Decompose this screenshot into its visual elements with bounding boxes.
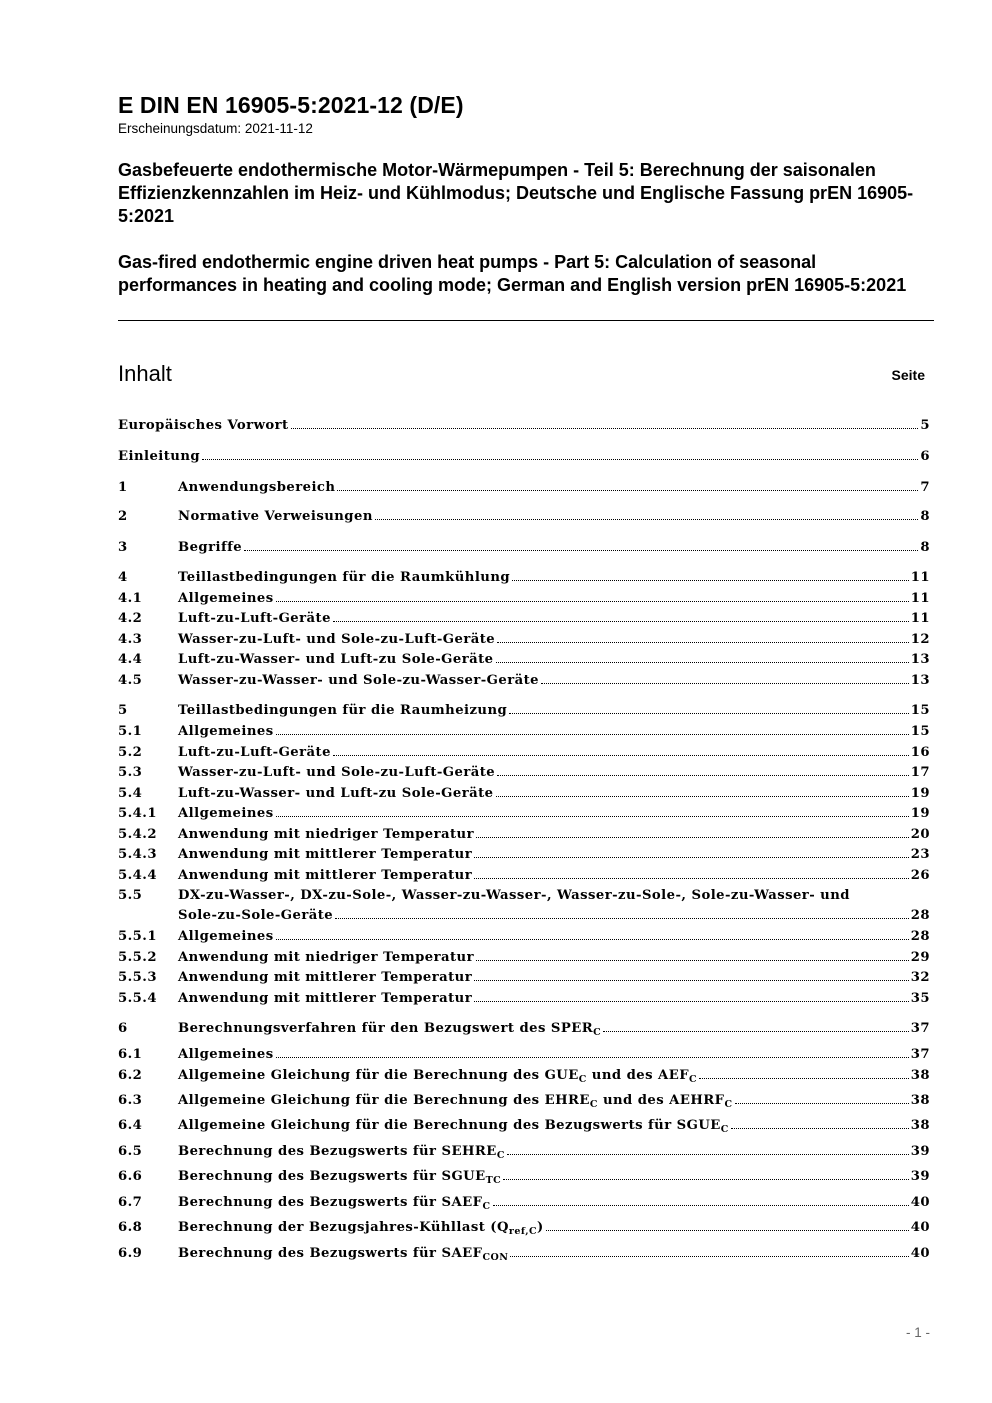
toc-entry-number: 6.9	[118, 1246, 143, 1261]
toc-entry-number: 5	[118, 703, 128, 718]
toc-entry-title-text: Anwendung mit niedriger Temperatur	[178, 827, 474, 842]
page-number: - 1 -	[905, 1325, 930, 1340]
toc-entry-title	[178, 929, 274, 944]
toc-leader-dots	[291, 427, 919, 429]
toc-entry-title	[178, 480, 335, 495]
toc-entry-title-text: Europäisches Vorwort	[118, 418, 289, 433]
toc-entry-title-text: Anwendung mit mittlerer Temperatur	[178, 970, 473, 985]
toc-entry-page: 17	[910, 765, 930, 780]
toc-entry-title	[178, 673, 539, 688]
toc-entry-number: 4	[118, 570, 128, 585]
toc-entry-title-text: Wasser-zu-Wasser- und Sole-zu-Wasser-Geräte	[178, 673, 540, 688]
toc-entry-page: 40	[910, 1195, 930, 1210]
toc-entry-number: 5.4.4	[118, 868, 157, 883]
toc-entry-title	[118, 418, 289, 433]
toc-entry-title	[178, 1021, 601, 1036]
toc-entry[interactable]	[118, 1068, 930, 1088]
toc-entry-title-text: Allgemeines	[178, 724, 274, 739]
toc-entry-title	[178, 806, 274, 821]
toc-leader-dots	[335, 917, 909, 919]
toc-entry-number: 6.5	[118, 1144, 143, 1159]
toc-entry-page: 20	[910, 827, 930, 842]
toc-leader-dots	[496, 795, 909, 797]
toc-entry[interactable]	[118, 786, 930, 806]
toc-entry-number: 4.2	[118, 611, 143, 626]
toc-leader-dots	[541, 682, 909, 684]
toc-entry-title-text: Anwendung mit mittlerer Temperatur	[178, 847, 473, 862]
toc-entry[interactable]	[118, 1021, 930, 1041]
toc-entry-title-text: Berechnung des Bezugswerts für SGUE	[178, 1169, 486, 1184]
toc-entry[interactable]	[118, 540, 930, 560]
toc-entry-number: 1	[118, 480, 128, 495]
toc-entry-number: 5.3	[118, 765, 143, 780]
toc-entry-page: 13	[910, 652, 930, 667]
toc-entry-number: 6	[118, 1021, 128, 1036]
toc-entry[interactable]	[118, 1220, 930, 1240]
toc-entry-title-text: Berechnung des Bezugswerts für SAEF	[178, 1195, 483, 1210]
toc-entry[interactable]	[118, 509, 930, 529]
toc-entry[interactable]	[118, 888, 930, 923]
toc-entry[interactable]	[118, 1195, 930, 1215]
toc-leader-dots	[276, 1056, 909, 1058]
toc-entry[interactable]	[118, 970, 930, 990]
toc-entry-number: 5.4.1	[118, 806, 157, 821]
toc-entry-page: 15	[910, 703, 930, 718]
toc-entry-number: 4.5	[118, 673, 143, 688]
toc-entry-title	[178, 1118, 729, 1133]
toc-leader-dots	[546, 1229, 909, 1231]
toc-entry-page: 40	[910, 1220, 930, 1235]
toc-entry-page: 12	[910, 632, 930, 647]
toc-entry-title-text: Allgemeine Gleichung für die Berechnung des GUE	[178, 1068, 579, 1083]
toc-leader-dots	[276, 733, 909, 735]
toc-leader-dots	[375, 518, 919, 520]
toc-entry-number: 6.2	[118, 1068, 143, 1083]
toc-entry-title-suffix: und des AEHRF	[597, 1093, 725, 1108]
toc-entry[interactable]	[118, 765, 930, 785]
toc-entry[interactable]	[118, 570, 930, 590]
toc-entry-page: 39	[910, 1169, 930, 1184]
toc-leader-dots	[496, 661, 909, 663]
toc-entry[interactable]	[118, 480, 930, 500]
toc-entry[interactable]	[118, 1144, 930, 1164]
toc-entry-title	[178, 868, 472, 883]
toc-entry-title-suffix: )	[536, 1220, 544, 1235]
toc-entry-title-first-line: DX-zu-Wasser-, DX-zu-Sole-, Wasser-zu-Wasser-, Wasser-zu-Sole-, Sole-zu-Wasser- und	[178, 888, 850, 903]
toc-entry-subscript: TC	[485, 1175, 502, 1186]
toc-entry-subscript: C	[593, 1027, 602, 1038]
toc-entry-number: 6.6	[118, 1169, 143, 1184]
toc-entry-title	[178, 950, 474, 965]
toc-entry-subscript: ref,C	[508, 1226, 537, 1237]
toc-entry-title-text: Allgemeines	[178, 1047, 274, 1062]
toc-entry-title	[178, 509, 373, 524]
toc-entry-page: 38	[910, 1068, 930, 1083]
toc-entry-number: 6.7	[118, 1195, 143, 1210]
toc-entry[interactable]	[118, 418, 930, 438]
toc-entry-number: 5.5.2	[118, 950, 157, 965]
toc-entry[interactable]	[118, 1169, 930, 1189]
toc-entry[interactable]	[118, 929, 930, 949]
toc-entry-title-suffix: und des AEF	[586, 1068, 690, 1083]
toc-entry[interactable]	[118, 632, 930, 652]
toc-entry[interactable]	[118, 1246, 930, 1266]
toc-leader-dots	[493, 1204, 909, 1206]
toc-entry-subscript: C	[589, 1099, 598, 1110]
toc-entry-title-text: Wasser-zu-Luft- und Sole-zu-Luft-Geräte	[178, 765, 496, 780]
toc-entry-title-text: Allgemeine Gleichung für die Berechnung des Bezugswerts für SGUE	[178, 1118, 721, 1133]
toc-entry-title-text: Allgemeine Gleichung für die Berechnung des EHRE	[178, 1093, 590, 1108]
toc-entry-title-text: Anwendung mit niedriger Temperatur	[178, 950, 474, 965]
toc-entry-page: 29	[910, 950, 930, 965]
toc-entry-number: 6.3	[118, 1093, 143, 1108]
toc-entry-page: 11	[910, 591, 930, 606]
toc-entry-title-text: Anwendung mit mittlerer Temperatur	[178, 991, 473, 1006]
toc-entry-subscript: C	[482, 1201, 491, 1212]
toc-entry-page: 16	[910, 745, 930, 760]
toc-leader-dots	[276, 815, 909, 817]
toc-entry-number: 6.1	[118, 1047, 143, 1062]
toc-leader-dots	[474, 1000, 909, 1002]
toc-entry-page: 28	[910, 929, 930, 944]
toc-entry[interactable]	[118, 1093, 930, 1113]
toc-entry-subscript: C	[578, 1074, 587, 1085]
toc-entry-number: 5.2	[118, 745, 143, 760]
toc-entry-title-text: Teillastbedingungen für die Raumkühlung	[178, 570, 511, 585]
toc-entry-title-text: Allgemeines	[178, 806, 274, 821]
toc-entry-title-text: Allgemeines	[178, 929, 274, 944]
toc-entry-title-text: Begriffe	[178, 540, 243, 555]
toc-leader-dots	[731, 1127, 909, 1129]
toc-entry-title	[178, 991, 472, 1006]
toc-entry-title-text: Allgemeines	[178, 591, 274, 606]
toc-entry-number: 3	[118, 540, 128, 555]
toc-entry[interactable]	[118, 827, 930, 847]
toc-entry-title	[178, 611, 331, 626]
toc-entry-title-text: Wasser-zu-Luft- und Sole-zu-Luft-Geräte	[178, 632, 496, 647]
toc-entry-number: 4.4	[118, 652, 143, 667]
toc-entry-title-text: Luft-zu-Wasser- und Luft-zu Sole-Geräte	[178, 652, 494, 667]
toc-entry-number: 5.4.3	[118, 847, 157, 862]
toc-entry-title	[178, 908, 333, 923]
toc-entry-title	[178, 1068, 697, 1083]
toc-entry[interactable]	[118, 703, 930, 723]
toc-page-column-label: Seite	[891, 367, 925, 383]
toc-leader-dots	[512, 579, 909, 581]
toc-entry[interactable]	[118, 868, 930, 888]
toc-leader-dots	[503, 1178, 909, 1180]
toc-entry[interactable]	[118, 724, 930, 744]
toc-entry-title	[178, 591, 274, 606]
toc-entry-page: 5	[920, 418, 930, 433]
toc-leader-dots	[735, 1102, 909, 1104]
toc-entry-title-text: Berechnung des Bezugswerts für SAEF	[178, 1246, 483, 1261]
toc-leader-dots	[474, 856, 909, 858]
toc-entry-number: 5.4	[118, 786, 143, 801]
toc-entry-title-text: Luft-zu-Wasser- und Luft-zu Sole-Geräte	[178, 786, 494, 801]
toc-entry-title-text: Luft-zu-Luft-Geräte	[178, 611, 331, 626]
toc-leader-dots	[474, 979, 909, 981]
toc-entry[interactable]	[118, 847, 930, 867]
toc-entry-title-text: Teillastbedingungen für die Raumheizung	[178, 703, 508, 718]
toc-entry-number: 4.3	[118, 632, 143, 647]
toc-entry-title	[178, 540, 242, 555]
toc-entry-page: 32	[910, 970, 930, 985]
header-divider	[118, 320, 934, 321]
toc-leader-dots	[476, 836, 909, 838]
toc-entry-number: 6.4	[118, 1118, 143, 1133]
toc-entry-number: 4.1	[118, 591, 143, 606]
toc-entry-title	[178, 827, 474, 842]
toc-entry-page: 7	[920, 480, 930, 495]
toc-entry-title-text: Anwendungsbereich	[178, 480, 336, 495]
toc-entry-title	[178, 786, 494, 801]
toc-entry-title	[178, 724, 274, 739]
toc-leader-dots	[202, 458, 918, 460]
toc-entry-number: 5.1	[118, 724, 143, 739]
toc-entry-title	[178, 652, 494, 667]
toc-entry-page: 19	[910, 786, 930, 801]
toc-leader-dots	[333, 754, 909, 756]
toc-leader-dots	[509, 712, 909, 714]
toc-leader-dots	[497, 774, 909, 776]
toc-entry-subscript: CON	[482, 1252, 509, 1263]
toc-entry[interactable]	[118, 991, 930, 1011]
toc-entry-title-text: Einleitung	[118, 449, 201, 464]
toc-entry-number: 5.5.1	[118, 929, 157, 944]
toc-entry-title	[178, 1220, 544, 1235]
toc-entry-page: 26	[910, 868, 930, 883]
toc-entry-subscript: C	[496, 1150, 505, 1161]
toc-leader-dots	[476, 959, 909, 961]
toc-entry[interactable]	[118, 1047, 930, 1067]
toc-entry-page: 38	[910, 1118, 930, 1133]
toc-entry-title	[178, 1195, 491, 1210]
toc-entry-title	[178, 1246, 508, 1261]
toc-entry-page: 11	[910, 611, 930, 626]
toc-entry-title-text: Berechnungsverfahren für den Bezugswert des SPER	[178, 1021, 594, 1036]
toc-entry-title	[178, 570, 510, 585]
toc-leader-dots	[510, 1255, 908, 1257]
toc-entry-page: 11	[910, 570, 930, 585]
toc-entry-title-text: Berechnung der Bezugsjahres-Kühllast (Q	[178, 1220, 509, 1235]
toc-entry-title	[178, 1093, 733, 1108]
toc-leader-dots	[699, 1077, 909, 1079]
toc-leader-dots	[337, 489, 918, 491]
toc-leader-dots	[276, 938, 909, 940]
toc-leader-dots	[244, 549, 918, 551]
toc-entry-title	[178, 970, 472, 985]
toc-entry-title-text: Normative Verweisungen	[178, 509, 373, 524]
toc-leader-dots	[603, 1030, 909, 1032]
toc-entry-subscript: C	[724, 1099, 733, 1110]
toc-entry-title-text: Berechnung des Bezugswerts für SEHRE	[178, 1144, 497, 1159]
toc-entry-title	[178, 1169, 501, 1184]
toc-entry-title-text: Luft-zu-Luft-Geräte	[178, 745, 331, 760]
toc-entry-title	[178, 745, 331, 760]
toc-entry-number: 5.5.4	[118, 991, 157, 1006]
toc-leader-dots	[474, 877, 909, 879]
toc-entry-page: 15	[910, 724, 930, 739]
toc-leader-dots	[276, 600, 909, 602]
toc-entry-page: 23	[910, 847, 930, 862]
toc-entry-title	[118, 449, 200, 464]
toc-entry-page: 6	[920, 449, 930, 464]
toc-leader-dots	[497, 641, 909, 643]
toc-entry-title	[178, 847, 472, 862]
toc-entry-page: 28	[910, 908, 930, 923]
toc-heading: Inhalt	[118, 361, 172, 386]
toc-entry-number: 5.5	[118, 888, 143, 903]
toc-entry[interactable]	[118, 591, 930, 611]
toc-entry-page: 39	[910, 1144, 930, 1159]
toc-entry-page: 35	[910, 991, 930, 1006]
toc-entry-page: 37	[910, 1047, 930, 1062]
toc-leader-dots	[333, 620, 909, 622]
toc-entry-page: 37	[910, 1021, 930, 1036]
toc-entry-number: 5.4.2	[118, 827, 157, 842]
toc-entry-title	[178, 1144, 505, 1159]
toc-entry[interactable]	[118, 652, 930, 672]
toc-entry-title	[178, 765, 495, 780]
toc-entry[interactable]	[118, 611, 930, 631]
release-date: Erscheinungsdatum: 2021-11-12	[118, 121, 313, 136]
toc-entry[interactable]	[118, 950, 930, 970]
toc-entry-page: 8	[920, 540, 930, 555]
toc-entry-page: 38	[910, 1093, 930, 1108]
toc-leader-dots	[507, 1153, 909, 1155]
toc-entry-page: 8	[920, 509, 930, 524]
toc-entry-title-text: Sole-zu-Sole-Geräte	[178, 908, 334, 923]
toc-entry[interactable]	[118, 806, 930, 826]
toc-entry-title	[178, 632, 495, 647]
toc-entry[interactable]	[118, 745, 930, 765]
toc-entry[interactable]	[118, 1118, 930, 1138]
toc-entry-page: 13	[910, 673, 930, 688]
title-german: Gasbefeuerte endothermische Motor-Wärmepumpen - Teil 5: Berechnung der saisonalen Effizienzkennzahlen im Heiz- und Kühlmodus; Deutsche und Englische Fassung prEN 16905-5:2021	[118, 160, 914, 226]
document-number: E DIN EN 16905-5:2021-12 (D/E)	[118, 92, 464, 118]
toc-entry-title-text: Anwendung mit mittlerer Temperatur	[178, 868, 473, 883]
toc-entry[interactable]	[118, 449, 930, 469]
toc-entry-number: 5.5.3	[118, 970, 157, 985]
toc-entry-page: 19	[910, 806, 930, 821]
title-english: Gas-fired endothermic engine driven heat pumps - Part 5: Calculation of seasonal performances in heating and cooling mode; German and English version prEN 16905-5:2021	[118, 252, 907, 295]
toc-entry-title	[178, 1047, 274, 1062]
toc-entry-number: 2	[118, 509, 128, 524]
toc-entry-subscript: C	[689, 1074, 698, 1085]
toc-entry-subscript: C	[720, 1124, 729, 1135]
toc-entry-page: 40	[910, 1246, 930, 1261]
toc-entry-number: 6.8	[118, 1220, 143, 1235]
toc-entry-title	[178, 703, 507, 718]
toc-entry[interactable]	[118, 673, 930, 693]
